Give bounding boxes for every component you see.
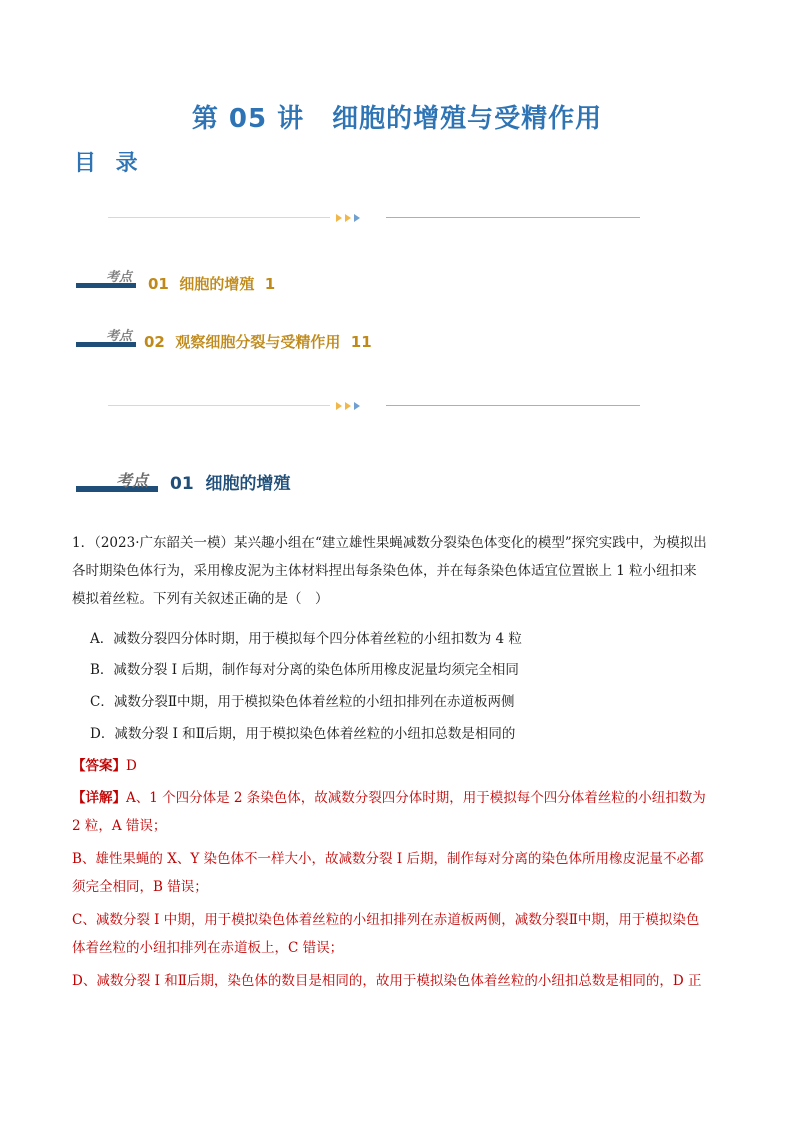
explanation-line: D、减数分裂 I 和Ⅱ后期，染色体的数目是相同的，故用于模拟染色体着丝粒的小纽扣总数是相同的，D 正 bbox=[72, 973, 702, 989]
toc-item-1[interactable]: 01 细胞的增殖 1 bbox=[148, 275, 276, 293]
explanation-line: A、1 个四分体是 2 条染色体，故减数分裂四分体时期，用于模拟每个四分体着丝粒的小纽扣数为 bbox=[126, 790, 706, 806]
page-title bbox=[0, 98, 794, 135]
toc-heading: 目 录 bbox=[74, 151, 144, 176]
option-d: D．减数分裂 I 和Ⅱ后期，用于模拟染色体着丝粒的小纽扣总数是相同的 bbox=[90, 726, 516, 742]
lecture-number: 第 05 讲 bbox=[191, 104, 305, 134]
explanation-line: 体着丝粒的小纽扣排列在赤道板上，C 错误； bbox=[72, 940, 344, 956]
lecture-topic: 细胞的增殖与受精作用 bbox=[332, 104, 603, 134]
toc-divider-bottom bbox=[108, 400, 640, 412]
section-badge: 考点 bbox=[76, 468, 162, 492]
toc-badge-1: 考点 bbox=[76, 268, 140, 288]
explanation-line: 须完全相同，B 错误； bbox=[72, 879, 208, 895]
explanation-line: C、减数分裂 I 中期，用于模拟染色体着丝粒的小纽扣排列在赤道板两侧，减数分裂Ⅱ中期，用于模拟染色 bbox=[72, 912, 700, 928]
toc-badge-2: 考点 bbox=[76, 327, 140, 347]
answer-label: 【答案】 bbox=[72, 758, 126, 774]
question-line: 各时期染色体行为，采用橡皮泥为主体材料捏出每条染色体，并在每条染色体适宜位置嵌上 1 粒小纽扣来 bbox=[72, 563, 697, 579]
option-c: C．减数分裂Ⅱ中期，用于模拟染色体着丝粒的小纽扣排列在赤道板两侧 bbox=[90, 694, 515, 710]
section-title: 01 细胞的增殖 bbox=[170, 474, 291, 494]
explanation-line: 2 粒，A 错误； bbox=[72, 818, 167, 834]
question-line: 1．（2023·广东韶关一模）某兴趣小组在“建立雄性果蝇减数分裂染色体变化的模型”探究实践中，为模拟出 bbox=[72, 535, 707, 551]
answer-value: D bbox=[126, 758, 137, 774]
option-a: A．减数分裂四分体时期，用于模拟每个四分体着丝粒的小纽扣数为 4 粒 bbox=[90, 631, 522, 647]
toc-item-2[interactable]: 02 观察细胞分裂与受精作用 11 bbox=[144, 333, 372, 351]
question-stem bbox=[72, 529, 732, 613]
arrows-icon bbox=[336, 400, 376, 412]
question-line: 模拟着丝粒。下列有关叙述正确的是（ ） bbox=[72, 591, 329, 607]
arrows-icon bbox=[336, 212, 376, 224]
explanation-label: 【详解】 bbox=[72, 790, 126, 806]
answer bbox=[72, 752, 137, 780]
explanation bbox=[72, 784, 732, 995]
toc-page-1: 1 bbox=[264, 275, 276, 293]
option-b: B．减数分裂 I 后期，制作每对分离的染色体所用橡皮泥量均须完全相同 bbox=[90, 662, 519, 678]
toc-page-2: 11 bbox=[350, 333, 372, 351]
toc-divider-top bbox=[108, 212, 640, 224]
explanation-line: B、雄性果蝇的 X、Y 染色体不一样大小，故减数分裂 I 后期，制作每对分离的染色体所用橡皮泥量不必都 bbox=[72, 851, 704, 867]
